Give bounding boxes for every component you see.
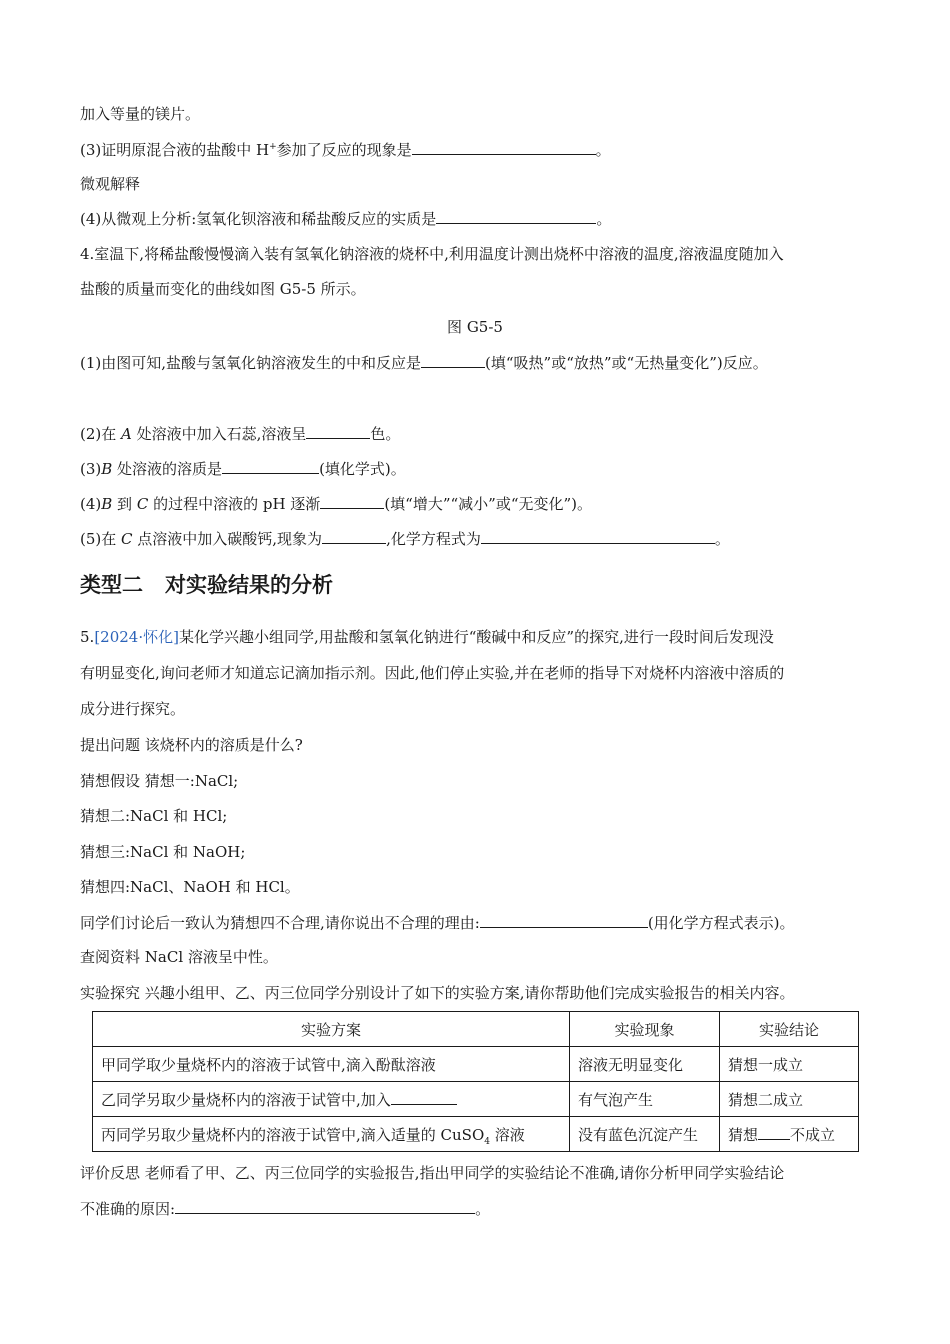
guess-1: 猜想假设 猜想一:NaCl; (80, 772, 239, 790)
table-header: 实验方案 (93, 1012, 570, 1047)
table-cell: 猜想一成立 (720, 1047, 859, 1082)
point-label: A (121, 425, 132, 443)
text: (用化学方程式表示)。 (647, 914, 795, 932)
section-heading (80, 571, 333, 599)
lookup-line: 查阅资料 NaCl 溶液呈中性。 (80, 948, 278, 966)
table-row (93, 1117, 859, 1152)
reason-line (80, 912, 795, 933)
table-row (93, 1047, 859, 1082)
sub-question-1-text-2: (填“吸热”或“放热”或“无热量变化”)反应。 (485, 354, 768, 372)
answer-blank[interactable] (222, 458, 319, 474)
subscript: 4 (484, 1136, 490, 1147)
text: 猜想 (728, 1125, 759, 1144)
figure-caption: 图 G5-5 (447, 318, 503, 336)
sub-question-5 (80, 528, 730, 549)
guess-3: 猜想三:NaCl 和 NaOH; (80, 843, 246, 861)
sub-question-1-text: (1)由图可知,盐酸与氢氧化钠溶液发生的中和反应是 (80, 354, 422, 372)
question-4-text: (4)从微观上分析:氢氧化钡溶液和稀盐酸反应的实质是 (80, 210, 437, 228)
question-4-line (80, 208, 611, 229)
experiment-table (92, 1011, 859, 1152)
sub-question-3 (80, 458, 406, 479)
text: 溶液 (489, 1125, 525, 1144)
question-3-line (80, 139, 611, 160)
answer-blank[interactable] (322, 528, 386, 544)
problem-4-line-2: 盐酸的质量而变化的曲线如图 G5-5 所示。 (80, 280, 366, 298)
text: (3) (80, 460, 102, 478)
punctuation: 。 (596, 210, 612, 228)
problem-source: [2024·怀化] (94, 628, 179, 646)
table-cell (93, 1117, 570, 1152)
answer-blank[interactable] (481, 528, 715, 544)
answer-blank[interactable] (421, 352, 485, 368)
question-3-text-2: 参加了反应的现象是 (276, 141, 412, 159)
point-label: B (101, 460, 113, 478)
table-row (93, 1082, 859, 1117)
text: 色。 (370, 425, 401, 443)
text: (填化学式)。 (319, 460, 406, 478)
sub-question-4 (80, 493, 592, 514)
guess-4: 猜想四:NaCl、NaOH 和 HCl。 (80, 878, 300, 896)
point-label: C (121, 530, 133, 548)
text: (4) (80, 495, 102, 513)
point-label: B (101, 495, 113, 513)
explore-line: 实验探究 兴趣小组甲、乙、丙三位同学分别设计了如下的实验方案,请你帮助他们完成实验报告的相关内容。 (80, 984, 795, 1002)
text: 到 (112, 495, 137, 513)
text: 丙同学另取少量烧杯内的溶液于试管中,滴入适量的 CuSO (101, 1125, 485, 1144)
table-cell (93, 1082, 570, 1117)
punctuation: 。 (714, 530, 730, 548)
table-cell: 没有蓝色沉淀产生 (570, 1117, 720, 1152)
table-cell: 有气泡产生 (570, 1082, 720, 1117)
question-3-text: (3)证明原混合液的盐酸中 H (80, 141, 270, 159)
answer-blank[interactable] (306, 423, 370, 439)
answer-blank[interactable] (412, 139, 596, 155)
table-cell: 溶液无明显变化 (570, 1047, 720, 1082)
answer-blank[interactable] (391, 1089, 457, 1105)
raise-question: 提出问题 该烧杯内的溶质是什么? (80, 736, 303, 754)
problem-5-line-1 (80, 627, 774, 647)
text: (5)在 (80, 530, 122, 548)
evaluation-line-2 (80, 1198, 490, 1219)
table-cell (720, 1117, 859, 1152)
table-cell: 甲同学取少量烧杯内的溶液于试管中,滴入酚酞溶液 (93, 1047, 570, 1082)
text: (填“增大”“减小”或“无变化”)。 (384, 495, 593, 513)
point-label: C (136, 495, 149, 513)
punctuation: 。 (595, 141, 611, 159)
text-line: 加入等量的镁片。 (80, 105, 201, 123)
answer-blank[interactable] (436, 208, 596, 224)
text: (2)在 (80, 425, 122, 443)
text: 不成立 (790, 1125, 836, 1144)
text: 某化学兴趣小组同学,用盐酸和氢氧化钠进行“酸碱中和反应”的探究,进行一段时间后发现没 (178, 628, 774, 646)
sub-question-2 (80, 423, 400, 444)
sub-question-1 (80, 352, 768, 373)
text: ,化学方程式为 (386, 530, 481, 548)
evaluation-line-1: 评价反思 老师看了甲、乙、丙三位同学的实验报告,指出甲同学的实验结论不准确,请你分析甲同学实验结论 (80, 1164, 785, 1182)
table-cell: 猜想二成立 (720, 1082, 859, 1117)
problem-number: 5. (80, 628, 95, 646)
guess-2: 猜想二:NaCl 和 HCl; (80, 807, 228, 825)
table-header: 实验结论 (720, 1012, 859, 1047)
problem-5-line-2: 有明显变化,询问老师才知道忘记滴加指示剂。因此,他们停止实验,并在老师的指导下对烧杯内溶液中溶质的 (80, 664, 785, 682)
text: 乙同学另取少量烧杯内的溶液于试管中,加入 (101, 1090, 391, 1109)
h-plus-superscript: + (269, 142, 277, 152)
answer-blank[interactable] (758, 1124, 790, 1140)
text: 不准确的原因: (80, 1200, 176, 1218)
text: 处溶液中加入石蕊,溶液呈 (131, 425, 307, 443)
answer-blank[interactable] (320, 493, 384, 509)
text: 点溶液中加入碳酸钙,现象为 (132, 530, 323, 548)
table-header-row (93, 1012, 859, 1047)
answer-blank[interactable] (175, 1198, 475, 1214)
section-number: 类型二 (80, 573, 143, 597)
text: 处溶液的溶质是 (112, 460, 223, 478)
problem-4-line-1: 4.室温下,将稀盐酸慢慢滴入装有氢氧化钠溶液的烧杯中,利用温度计测出烧杯中溶液的温度,溶液温度随加入 (80, 245, 784, 263)
answer-blank[interactable] (480, 912, 648, 928)
table-header: 实验现象 (570, 1012, 720, 1047)
section-title: 对实验结果的分析 (165, 573, 333, 597)
punctuation: 。 (475, 1200, 491, 1218)
text: 同学们讨论后一致认为猜想四不合理,请你说出不合理的理由: (80, 914, 480, 932)
text: 的过程中溶液的 pH 逐渐 (148, 495, 321, 513)
subheading-micro: 微观解释 (80, 175, 141, 193)
problem-5-line-3: 成分进行探究。 (80, 700, 186, 718)
